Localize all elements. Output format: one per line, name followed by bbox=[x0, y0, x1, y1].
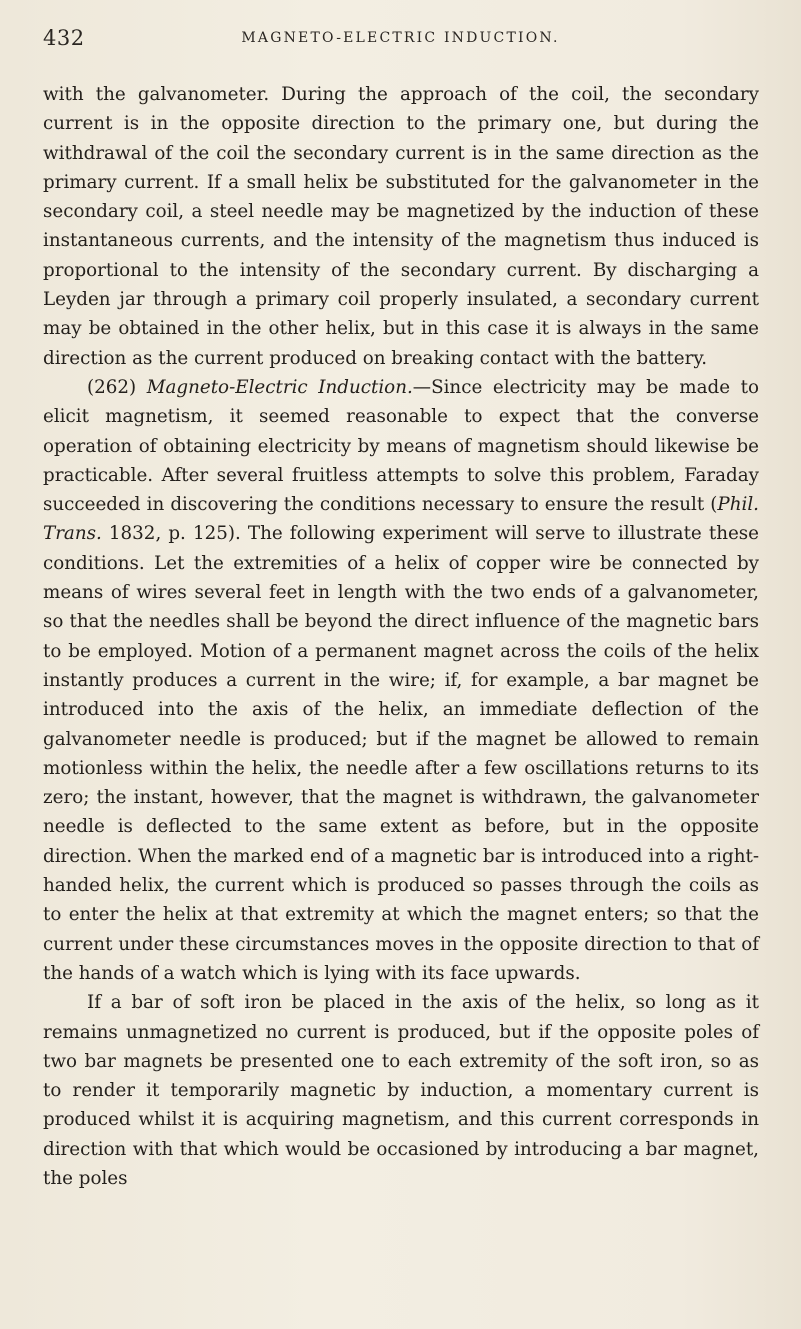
paragraph-section-262 bbox=[43, 373, 759, 988]
section-number: (262) bbox=[87, 376, 137, 398]
paragraph-text: 1832, p. 125). The following experiment will serve to illustrate these conditions. Let the extremities of a helix of copper wire be connected by means of wires several feet in length with the two ends of a galvanometer, so that the needles shall be beyond the direct influence of the magnetic bars to be employed. Motion of a permanent magnet across the coils of the helix instantly produces a current in the wire; if, for example, a bar magnet be introduced into the axis of the helix, an immediate deflection of the galvanometer needle is produced; but if the magnet be allowed to remain motionless within the helix, the needle after a few oscillations returns to its zero; the instant, however, that the magnet is withdrawn, the galvanometer needle is deflected to the same extent as before, but in the opposite direction. When the marked end of a magnetic bar is introduced into a right-handed helix, the current which is produced so passes through the coils as to enter the helix at that extremity at which the magnet enters; so that the current under these circumstances moves in the opposite direction to that of the hands of a watch which is lying with its face upwards. bbox=[43, 523, 759, 984]
paragraph-text: —Since electricity may be made to elicit magnetism, it seemed reasonable to expect that the converse operation of obtaining electricity by means of magnetism should likewise be practicable. After several fruitless attempts to solve this problem, Faraday succeeded in discovering the conditions necessary to ensure the result ( bbox=[43, 376, 759, 516]
paragraph-soft-iron: If a bar of soft iron be placed in the axis of the helix, so long as it remains unmagnetized no current is produced, but if the opposite poles of two bar magnets be presented one to each extremity of the soft iron, so as to render it temporarily magnetic by induction, a momentary current is produced whilst it is acquiring magnetism, and this current corresponds in direction with that which would be occasioned by introducing a bar magnet, the poles bbox=[43, 992, 759, 1189]
citation-journal: Phil. Trans. bbox=[43, 494, 759, 545]
page-number: 432 bbox=[43, 26, 85, 50]
page-header bbox=[43, 22, 758, 62]
running-title: MAGNETO-ELECTRIC INDUCTION. bbox=[241, 30, 560, 46]
section-title: Magneto-Electric Induction. bbox=[146, 376, 413, 398]
body-text bbox=[43, 80, 759, 1193]
paragraph-continued: with the galvanometer. During the approach of the coil, the secondary current is in the opposite direction to the primary one, but during the withdrawal of the coil the secondary current is in the same direction as the primary current. If a small helix be substituted for the galvanometer in the secondary coil, a steel needle may be magnetized by the induction of these instantaneous currents, and the intensity of the magnetism thus induced is proportional to the intensity of the secondary current. By discharging a Leyden jar through a primary coil properly insulated, a secondary current may be obtained in the other helix, but in this case it is always in the same direction as the current produced on breaking contact with the battery. bbox=[43, 84, 759, 369]
